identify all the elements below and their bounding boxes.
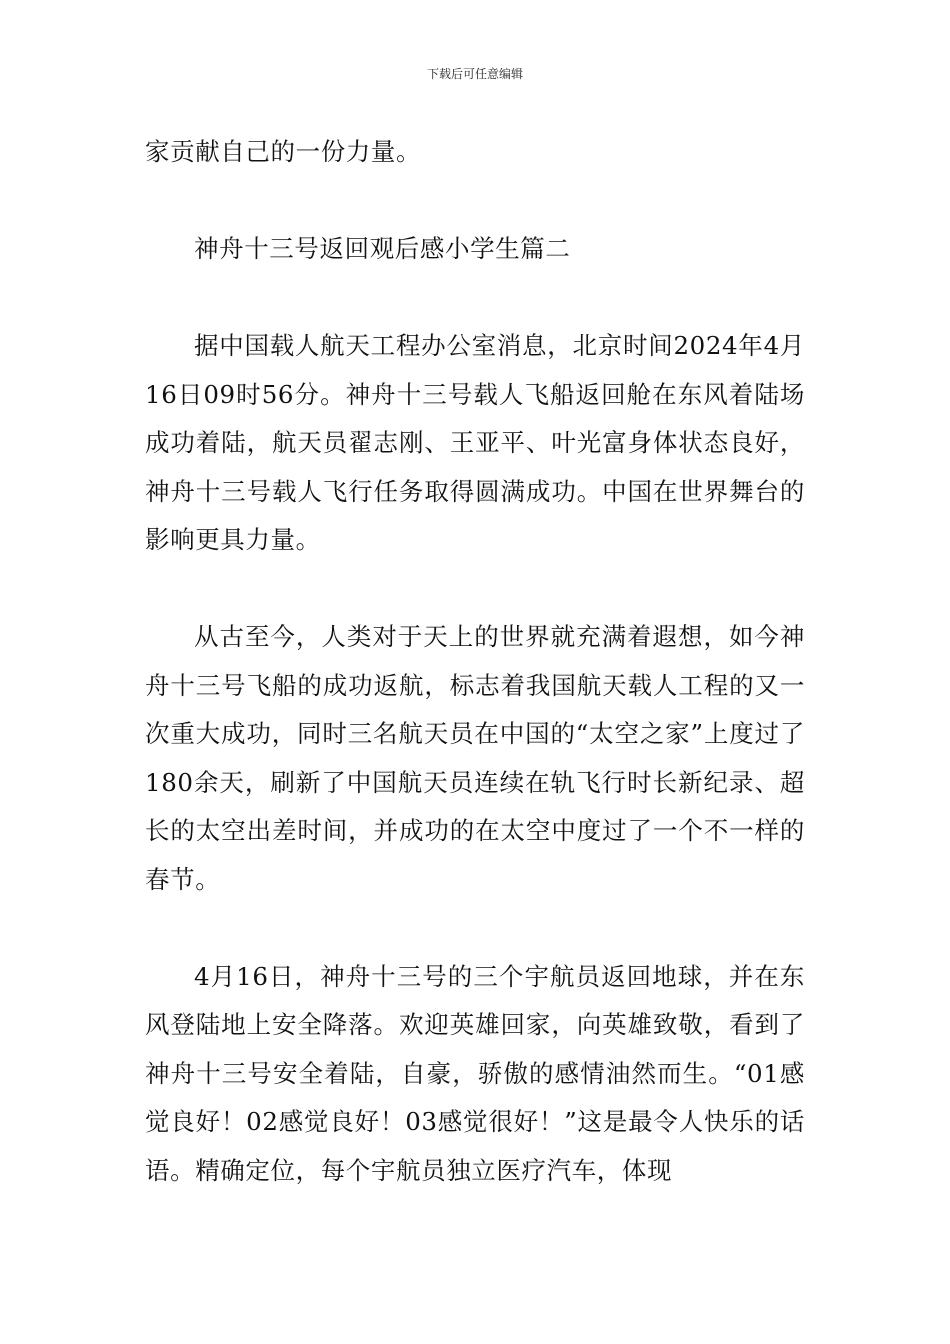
paragraph: 4月16日，神舟十三号的三个宇航员返回地球，并在东风登陆地上安全降落。欢迎英雄回家，向英雄致敬，看到了神舟十三号安全着陆，自豪，骄傲的感情油然而生。“01感觉良好！02感觉良好！03感觉很好！”这是最令人快乐的话语。精确定位，每个宇航员独立医疗汽车，体现 <box>145 961 805 1185</box>
paragraph: 从古至今，人类对于天上的世界就充满着遐想，如今神舟十三号飞船的成功返航，标志着我国航天载人工程的又一次重大成功，同时三名航天员在中国的“太空之家”上度过了180余天，刷新了中国航天员连续在轨飞行时长新纪录、超长的太空出差时间，并成功的在太空中度过了一个不一样的春节。 <box>145 622 805 894</box>
paragraph-continuation: 家贡献自己的一份力量。 <box>145 137 422 166</box>
document-body <box>145 128 805 1244</box>
page-header-note: 下载后可任意编辑 <box>426 67 523 81</box>
section-heading: 神舟十三号返回观后感小学生篇二 <box>194 234 571 263</box>
paragraph: 据中国载人航天工程办公室消息，北京时间2024年4月16日09时56分。神舟十三号载人飞船返回舱在东风着陆场成功着陆，航天员翟志刚、王亚平、叶光富身体状态良好，神舟十三号载人飞行任务取得圆满成功。中国在世界舞台的影响更具力量。 <box>145 331 805 554</box>
